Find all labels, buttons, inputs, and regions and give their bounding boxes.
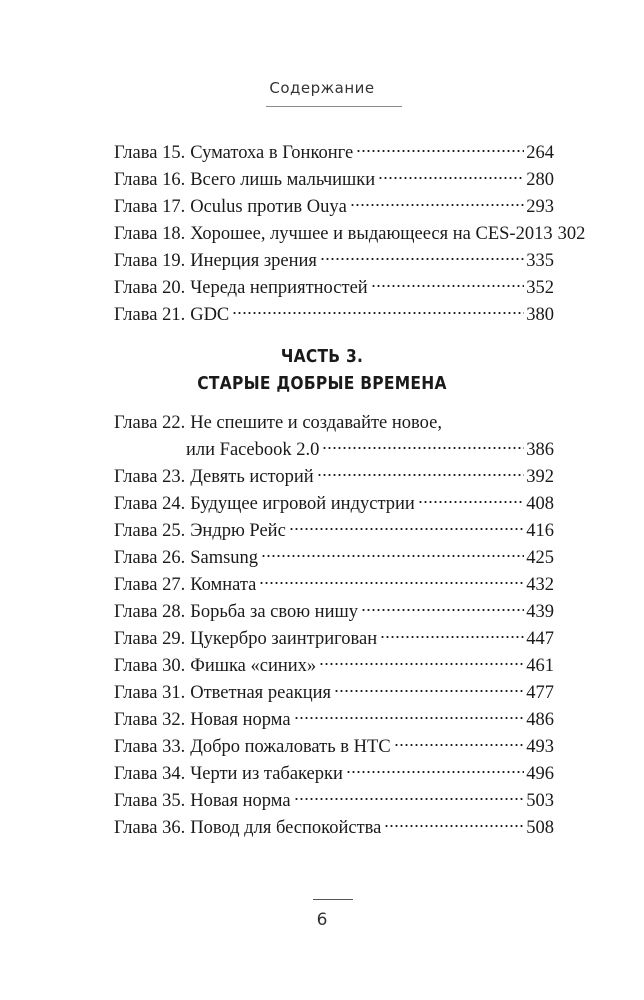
toc-page-number: 293 [526,197,554,217]
toc-chapter-title: Суматоха в Гонконге [190,143,354,163]
toc-page-number: 477 [526,683,554,703]
toc-chapter-number: Глава 24. [114,494,186,514]
toc-leader-dots [261,553,524,559]
toc-entry[interactable] [114,734,554,761]
toc-entry[interactable] [114,518,554,545]
toc-entry[interactable] [114,140,554,167]
toc-chapter-number: Глава 22. [114,413,186,433]
toc-page-number: 335 [526,251,554,271]
toc-entry[interactable] [114,707,554,734]
toc-entry-22-line2[interactable] [114,437,554,464]
toc-chapter-title: Хорошее, лучшее и выдающееся на CES-2013 [190,224,553,244]
toc-chapter-number: Глава 30. [114,656,186,676]
running-head-rule [266,106,402,107]
toc-chapter-title: Всего лишь мальчишки [190,170,376,190]
toc-chapter-number: Глава 29. [114,629,186,649]
toc-chapter-title: Девять историй [190,467,314,487]
toc-chapter-title: Фишка «синих» [190,656,317,676]
toc-list-bottom [114,464,554,842]
folio-rule [313,899,353,900]
toc-chapter-number: Глава 32. [114,710,186,730]
part-title: СТАРЫЕ ДОБРЫЕ ВРЕМЕНА [197,373,447,394]
toc-page-number: 503 [526,791,554,811]
toc-chapter-number: Глава 25. [114,521,186,541]
toc-page-number: 508 [526,818,554,838]
toc-chapter-title: Новая норма [190,710,291,730]
toc-entry[interactable] [114,788,554,815]
toc-entry[interactable] [114,653,554,680]
toc-chapter-number: Глава 27. [114,575,186,595]
toc-chapter-number: Глава 34. [114,764,186,784]
toc-leader-dots [289,526,524,532]
toc-entry[interactable] [114,194,554,221]
toc-chapter-title: Ответная реакция [190,683,332,703]
toc-chapter-number: Глава 23. [114,467,186,487]
toc-page-number: 496 [526,764,554,784]
toc-entry[interactable] [114,464,554,491]
toc-entry[interactable] [114,302,554,329]
toc-entry[interactable] [114,626,554,653]
toc-leader-dots [320,256,524,262]
toc-chapter-title: Не спешите и создавайте новое, [190,413,442,433]
toc-entry[interactable] [114,545,554,572]
toc-page-number: 486 [526,710,554,730]
toc-leader-dots [418,499,524,505]
toc-leader-dots [350,202,524,208]
toc-page-number: 425 [526,548,554,568]
toc-chapter-title: Новая норма [190,791,291,811]
toc-leader-dots [361,607,524,613]
toc-leader-dots [232,310,524,316]
toc-entry[interactable] [114,275,554,302]
toc-chapter-number: Глава 17. [114,197,186,217]
toc-chapter-number: Глава 19. [114,251,186,271]
toc-chapter-title: Oculus против Ouya [190,197,347,217]
toc-leader-dots [317,472,525,478]
toc-chapter-number: Глава 36. [114,818,186,838]
toc-leader-dots [334,688,524,694]
part-number: ЧАСТЬ 3. [280,346,364,367]
toc-leader-dots [322,445,524,451]
toc-chapter-title: Будущее игровой индустрии [190,494,415,514]
toc-chapter-title: Эндрю Рейс [190,521,286,541]
toc-entry-22-line1[interactable] [114,410,554,437]
toc-page-number: 302 [557,224,586,244]
toc-page-number: 386 [526,440,554,460]
toc-chapter-number: Глава 18. [114,224,186,244]
toc-chapter-title: Комната [190,575,257,595]
toc-leader-dots [346,769,524,775]
toc-entry[interactable] [114,680,554,707]
toc-leader-dots [371,283,525,289]
toc-leader-dots [319,661,524,667]
toc-page-number: 439 [526,602,554,622]
toc-chapter-number: Глава 33. [114,737,186,757]
toc-entry[interactable] [114,761,554,788]
toc-chapter-title: Борьба за свою нишу [190,602,358,622]
toc-leader-dots [294,796,525,802]
page-number: 6 [316,910,328,930]
running-head: Содержание [269,79,375,97]
toc-leader-dots [356,148,524,154]
toc-page-number: 493 [526,737,554,757]
toc-chapter-title: Повод для беспокойства [190,818,382,838]
toc-page-number: 447 [526,629,554,649]
toc-page-number: 352 [526,278,554,298]
toc-page-number: 280 [526,170,554,190]
toc-chapter-title: Инерция зрения [190,251,317,271]
toc-page-number: 408 [526,494,554,514]
toc-chapter-number: Глава 20. [114,278,186,298]
toc-page-number: 432 [526,575,554,595]
toc-chapter-number: Глава 28. [114,602,186,622]
toc-entry[interactable] [114,815,554,842]
toc-entry[interactable] [114,221,586,248]
toc-chapter-title: Черти из табакерки [190,764,343,784]
toc-chapter-title: Samsung [190,548,259,568]
toc-section-top [114,140,586,329]
toc-page-number: 380 [526,305,554,325]
toc-section-bottom [114,410,554,842]
toc-chapter-number: Глава 15. [114,143,186,163]
toc-page-number: 392 [526,467,554,487]
toc-chapter-title: GDC [190,305,230,325]
toc-chapter-title: Череда неприятностей [190,278,368,298]
toc-page-number: 416 [526,521,554,541]
toc-leader-dots [259,580,524,586]
toc-chapter-title: Добро пожаловать в HTC [190,737,391,757]
toc-chapter-title: Цукербро заинтригован [190,629,378,649]
toc-page-number: 264 [526,143,554,163]
toc-leader-dots [380,634,524,640]
toc-entry[interactable] [114,248,554,275]
toc-leader-dots [394,742,525,748]
toc-chapter-number: Глава 31. [114,683,186,703]
toc-leader-dots [384,823,524,829]
toc-entry[interactable] [114,599,554,626]
toc-chapter-number: Глава 26. [114,548,186,568]
toc-chapter-number: Глава 21. [114,305,186,325]
toc-entry[interactable] [114,572,554,599]
toc-chapter-title-cont: или Facebook 2.0 [186,440,320,460]
toc-page-number: 461 [526,656,554,676]
toc-chapter-number: Глава 16. [114,170,186,190]
toc-entry[interactable] [114,491,554,518]
toc-leader-dots [378,175,524,181]
toc-chapter-number: Глава 35. [114,791,186,811]
toc-entry[interactable] [114,167,554,194]
toc-leader-dots [294,715,525,721]
